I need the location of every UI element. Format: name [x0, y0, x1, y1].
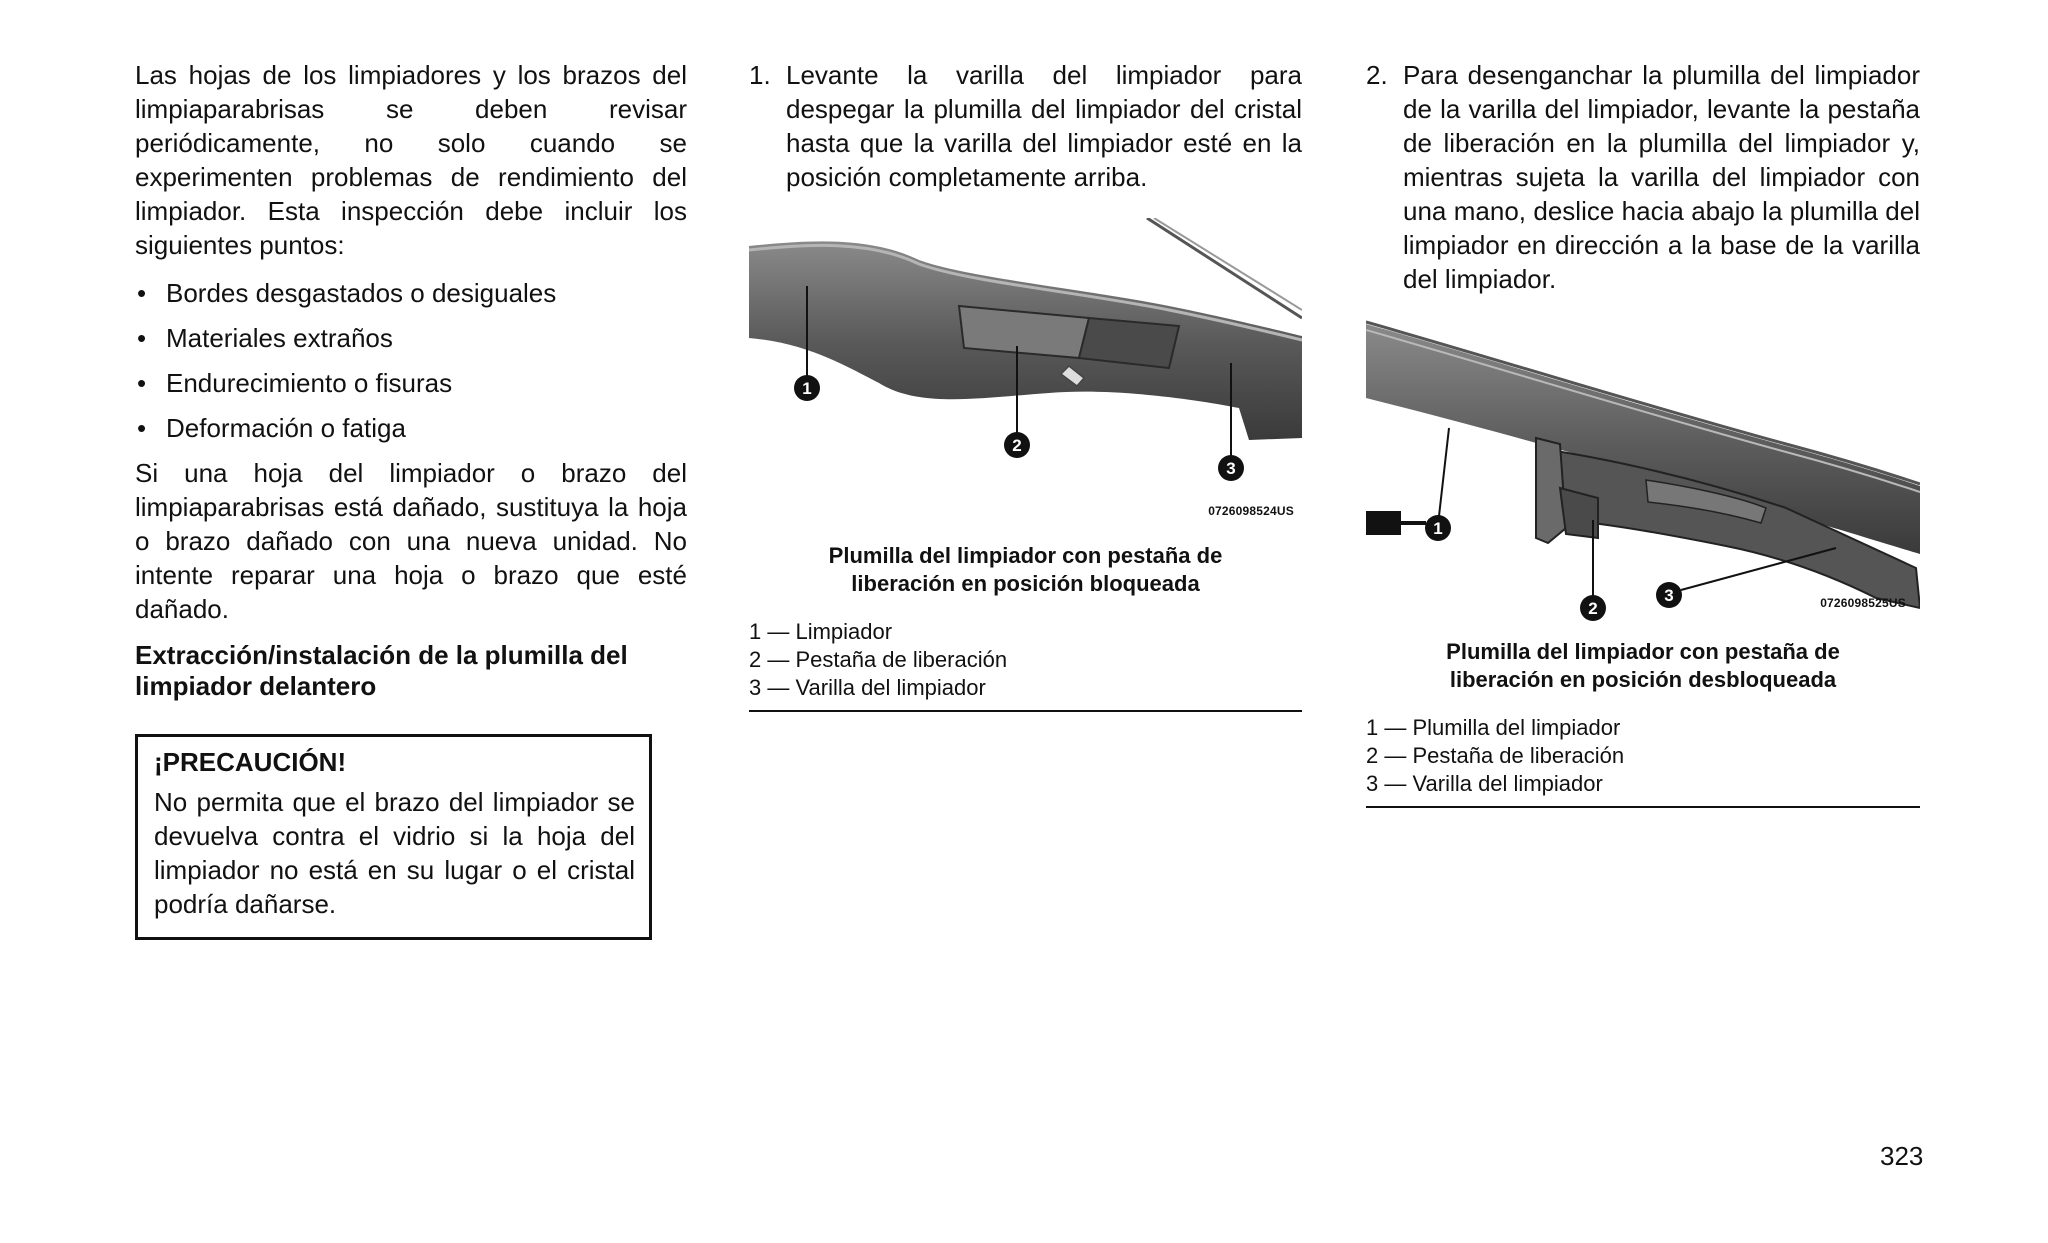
list-item: [135, 276, 687, 310]
caution-text: No permita que el brazo del limpiador se devuelva contra el vidrio si la hoja del limpiador no está en su lugar o el cristal podría dañarse.: [154, 787, 635, 919]
figure-legend: [749, 618, 1302, 702]
svg-text:1: 1: [1433, 519, 1443, 538]
caution-box: [135, 734, 652, 940]
list-item-text: Bordes desgastados o desiguales: [166, 278, 557, 308]
legend-item: 2 — Pestaña de liberación: [1366, 743, 1625, 768]
middle-column: [749, 58, 1302, 712]
section-heading: Extracción/instalación de la plumilla del limpiador delantero: [135, 640, 628, 701]
legend-item: 1 — Limpiador: [749, 619, 893, 644]
svg-text:2: 2: [1588, 599, 1598, 618]
callout-1-marker: [794, 375, 820, 401]
svg-text:3: 3: [1664, 586, 1674, 605]
callout-2-marker: [1580, 595, 1606, 621]
list-item: [135, 411, 687, 445]
callout-2-marker: [1004, 432, 1030, 458]
wiper-unlocked-illustration: [1366, 318, 1920, 624]
bullet-icon: •: [137, 413, 147, 443]
step-number: 2.: [1366, 60, 1388, 90]
figure-locked-wiper: [749, 218, 1302, 528]
right-column: [1366, 58, 1920, 808]
caution-title: ¡PRECAUCIÓN!: [154, 747, 347, 777]
page-number: 323: [1880, 1141, 1924, 1171]
svg-text:3: 3: [1226, 459, 1236, 478]
figure-code: 0726098524US: [1208, 504, 1294, 518]
list-item-text: Endurecimiento o fisuras: [166, 368, 453, 398]
section-divider: [749, 710, 1302, 712]
step-2: [1366, 58, 1920, 296]
list-item: [135, 366, 687, 400]
figure-caption: [749, 542, 1302, 598]
figure-legend: [1366, 714, 1920, 798]
svg-text:2: 2: [1012, 436, 1022, 455]
figure-unlocked-wiper: [1366, 318, 1920, 624]
caption-line: Plumilla del limpiador con pestaña de: [1446, 639, 1840, 664]
caption-line: liberación en posición bloqueada: [851, 571, 1200, 596]
bullet-icon: •: [137, 323, 147, 353]
caption-line: Plumilla del limpiador con pestaña de: [828, 543, 1223, 568]
inspection-checklist: [135, 276, 687, 445]
section-divider: [1366, 806, 1920, 808]
legend-item: 2 — Pestaña de liberación: [749, 647, 1008, 672]
figure-code: 0726098525US: [1820, 596, 1906, 610]
step-text: Levante la varilla del limpiador para despegar la plumilla del limpiador del cristal hasta que la varilla del limpiador esté en la posición completamente arriba.: [786, 60, 1302, 192]
svg-text:1: 1: [802, 379, 812, 398]
step-number: 1.: [749, 60, 771, 90]
bullet-icon: •: [137, 368, 147, 398]
figure-caption: [1366, 638, 1920, 694]
list-item-text: Materiales extraños: [166, 323, 393, 353]
step-text: Para desenganchar la plumilla del limpiador de la varilla del limpiador, levante la pestaña de liberación en la plumilla del limpiador y, mientras sujeta la varilla del limpiador con una mano, deslice hacia abajo la plumilla del limpiador en dirección a la base de la varilla del limpiador.: [1403, 60, 1920, 294]
legend-item: 3 — Varilla del limpiador: [1366, 771, 1603, 796]
damage-paragraph: Si una hoja del limpiador o brazo del limpiaparabrisas está dañado, sustituya la hoja o brazo dañado con una nueva unidad. No intente reparar una hoja o brazo que esté dañado.: [135, 458, 687, 624]
step-1: [749, 58, 1302, 194]
left-column: [135, 58, 687, 940]
legend-item: 3 — Varilla del limpiador: [749, 675, 986, 700]
callout-3-marker: [1218, 455, 1244, 481]
callout-1-marker: [1425, 515, 1451, 541]
bullet-icon: •: [137, 278, 147, 308]
list-item: [135, 321, 687, 355]
legend-item: 1 — Plumilla del limpiador: [1366, 715, 1621, 740]
callout-3-marker: [1656, 582, 1682, 608]
list-item-text: Deformación o fatiga: [166, 413, 406, 443]
caption-line: liberación en posición desbloqueada: [1449, 667, 1837, 692]
inspection-intro-paragraph: Las hojas de los limpiadores y los brazos del limpiaparabrisas se deben revisar periódicamente, no solo cuando se experimenten problemas de rendimiento del limpiador. Esta inspección debe incluir los siguientes puntos:: [135, 60, 687, 260]
wiper-locked-illustration: [749, 218, 1302, 528]
